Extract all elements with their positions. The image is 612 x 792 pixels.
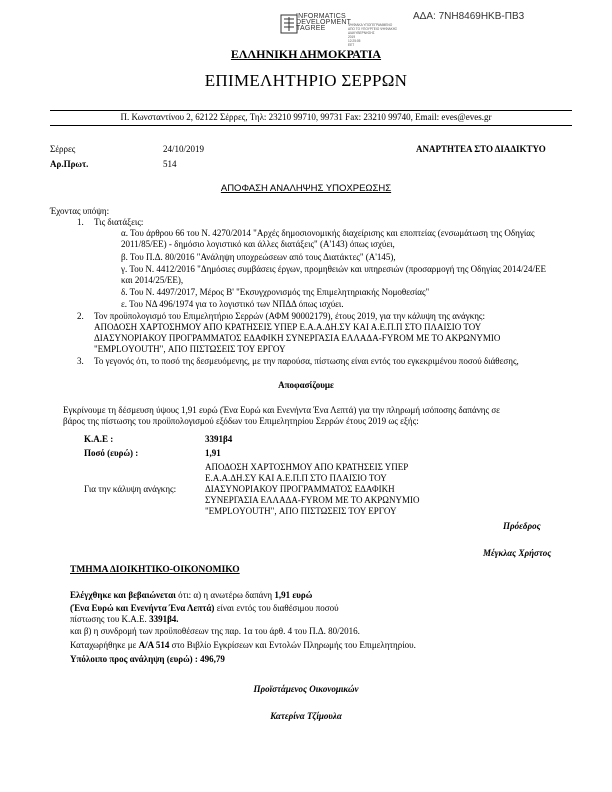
need-label: Για την κάλυψη ανάγκης:: [84, 484, 177, 494]
considering-label: Έχοντας υπόψη:: [50, 206, 110, 216]
registration-text-2: στο Βιβλίο Εγκρίσεων και Εντολών Πληρωμής του Επιμελητηρίου.: [169, 640, 416, 650]
protocol-number: 514: [163, 159, 177, 169]
item-3-text: Το γεγονός ότι, το ποσό της δεσμευόμενης, με την παρούσα, πίστωσης είναι εντός του εγκεκριμένου ποσού διάθεσης,: [94, 356, 519, 366]
item-1b: β. Του Π.Δ. 80/2016 "Ανάληψη υποχρεώσεων από τους Διατάκτες" (Α'145),: [121, 252, 396, 262]
decision-heading: Αποφασίζουμε: [278, 380, 334, 390]
item-2-line3: ΔΙΑΣΥΝΟΡΙΑΚΟΥ ΠΡΟΓΡΑΜΜΑΤΟΣ ΕΔΑΦΙΚΗ ΣΥΝΕΡΓΑΣΙΑ ΕΛΛΑΔΑ-FYROM ΜΕ ΤΟ ΑΚΡΩΝΥΜΙΟ: [94, 333, 501, 343]
verification-line3: [70, 614, 179, 625]
item-1a-line2: 2011/85/ΕΕ) - δημόσιο λογιστικό και άλλες διατάξεις" (Α'143) όπως ισχύει,: [121, 239, 395, 249]
approval-line2: βάρος της πίστωσης του προϋπολογισμού εξόδων του Επιμελητηρίου Σερρών έτους 2019 ως εξής:: [63, 416, 419, 426]
item-2-number: 2.: [77, 311, 84, 321]
header-rule-top: [50, 110, 572, 111]
kae-value: 3391β4: [205, 434, 233, 444]
country-heading: ΕΛΛΗΝΙΚΗ ΔΗΜΟΚΡΑΤΙΑ: [230, 47, 382, 61]
ada-code: ΑΔΑ: 7ΝΗ8469ΗΚΒ-ΠΒ3: [413, 11, 525, 22]
item-2-line4: "EMPLOYOUTH", ΑΠΟ ΠΙΣΤΩΣΕΙΣ ΤΟΥ ΕΡΓΟΥ: [94, 344, 286, 354]
president-title: Πρόεδρος: [503, 521, 541, 531]
item-1-text: Τις διατάξεις:: [94, 217, 144, 227]
protocol-label: Αρ.Πρωτ.: [50, 159, 89, 169]
amount-in-words: (Ένα Ευρώ και Ενενήντα Ένα Λεπτά): [70, 603, 215, 613]
logo-small-6: EET: [348, 43, 355, 47]
posting-note: ΑΝΑΡΤΗΤΕΑ ΣΤΟ ΔΙΑΔΙΚΤΥΟ: [416, 144, 546, 154]
item-1c-line2: και 2014/25/ΕΕ),: [121, 275, 184, 285]
place: Σέρρες: [50, 144, 76, 154]
finance-head-title: Προϊστάμενος Οικονομικών: [253, 684, 359, 694]
verification-line2-text: είναι εντός του διαθέσιμου ποσού: [214, 603, 339, 613]
need-line3: ΔΙΑΣΥΝΟΡΙΑΚΟΥ ΠΡΟΓΡΑΜΜΑΤΟΣ ΕΔΑΦΙΚΗ: [205, 484, 395, 494]
item-2-line1: Τον προϋπολογισμό του Επιμελητήριο Σερρών (ΑΦΜ 90002179), έτους 2019, για την κάλυψη της ανάγκης:: [94, 311, 485, 321]
document-date: 24/10/2019: [163, 144, 205, 154]
logo-line-3: TAGREE: [296, 25, 326, 32]
verification-line1: [70, 590, 312, 601]
verification-line3-text: πίστωσης του Κ.Α.Ε.: [70, 614, 150, 624]
logo-line-1: INFORMATICS: [296, 13, 346, 20]
digital-signature-text: [296, 14, 351, 32]
logo-small-3: ΔΙΑΚΥΒΕΡΝΗΣΗΣ: [348, 31, 375, 35]
registration-text-1: Καταχωρήθηκε με: [70, 640, 139, 650]
logo-line-2: DEVELOPMENT: [296, 19, 352, 26]
item-1a-line1: α. Του άρθρου 66 του Ν. 4270/2014 "Αρχές δημοσιονομικής διαχείρισης και εποπτείας (ενσωμάτωση της Οδηγίας: [121, 228, 535, 238]
item-1e: ε. Του ΝΔ 496/1974 για το λογιστικό των ΝΠΔΔ όπως ισχύει.: [121, 299, 344, 309]
registration-line: [70, 640, 416, 651]
need-line4: ΣΥΝΕΡΓΑΣΙΑ ΕΛΛΑΔΑ-FYROM ΜΕ ΤΟ ΑΚΡΩΝΥΜΙΟ: [205, 495, 420, 505]
verification-line2: [70, 603, 339, 614]
organization-address: Π. Κωνσταντίνου 2, 62122 Σέρρες, Τηλ: 23210 99710, 99731 Fax: 23210 99740, Email: eves@eves.gr: [120, 112, 492, 122]
amount-label: Ποσό (ευρώ) :: [84, 448, 139, 458]
need-line2: Ε.Α.Α.ΔΗ.ΣΥ ΚΑΙ Α.Ε.Π.Π ΣΤΟ ΠΛΑΙΣΙΟ ΤΟΥ: [205, 473, 387, 483]
verification-label: Ελέγχθηκε και βεβαιώνεται: [70, 590, 176, 600]
verification-kae: 3391β4.: [149, 614, 179, 624]
document-title: ΑΠΟΦΑΣΗ ΑΝΑΛΗΨΗΣ ΥΠΟΧΡΕΩΣΗΣ: [220, 183, 392, 194]
finance-department-heading: ΤΜΗΜΑ ΔΙΟΙΚΗΤΙΚΟ-ΟΙΚΟΝΟΜΙΚΟ: [70, 565, 240, 575]
amount-value: 1,91: [205, 448, 221, 458]
item-3-number: 3.: [77, 356, 84, 366]
item-1-number: 1.: [77, 217, 84, 227]
approval-line1: Εγκρίνουμε τη δέσμευση ύψους 1,91 ευρώ (Ένα Ευρώ και Ενενήντα Ένα Λεπτά) για την πληρωμή ισόποσης δαπάνης σε: [63, 405, 500, 415]
remaining-balance: Υπόλοιπο προς ανάληψη (ευρώ) : 496,79: [70, 654, 225, 664]
item-1c-line1: γ. Του Ν. 4412/2016 "Δημόσιες συμβάσεις έργων, προμηθειών και υπηρεσιών (προσαρμογή της Οδηγίας 2014/24/ΕΕ: [121, 264, 547, 274]
item-1d: δ. Του Ν. 4497/2017, Μέρος Β' "Εκσυγχρονισμός της Επιμελητηριακής Νομοθεσίας": [121, 287, 430, 297]
logo-small-5: 12:25:05: [348, 39, 361, 43]
verification-line4: και β) η συνδρομή των προϋποθέσεων της παρ. 1α του άρθ. 4 του Π.Δ. 80/2016.: [70, 626, 360, 636]
need-line5: "EMPLOYOUTH", ΑΠΟ ΠΙΣΤΩΣΕΙΣ ΤΟΥ ΕΡΓΟΥ: [205, 506, 397, 516]
finance-head-name: Κατερίνα Τζίμουλα: [270, 711, 342, 721]
verification-text: ότι: α) η ανωτέρω δαπάνη: [175, 590, 275, 600]
organization-title: ΕΠΙΜΕΛΗΤΗΡΙΟ ΣΕΡΡΩΝ: [204, 71, 408, 90]
president-name: Μέγκλας Χρήστος: [483, 548, 552, 558]
item-2-line2: ΑΠΟΔΟΣΗ ΧΑΡΤΟΣΗΜΟΥ ΑΠΟ ΚΡΑΤΗΣΕΙΣ ΥΠΕΡ Ε.Α.Α.ΔΗ.ΣΥ ΚΑΙ Α.Ε.Π.Π ΣΤΟ ΠΛΑΙΣΙΟ ΤΟΥ: [94, 322, 482, 332]
kae-label: Κ.Α.Ε :: [84, 434, 114, 444]
logo-small-4: 2019: [348, 35, 356, 39]
registration-number: Α/Α 514: [138, 640, 170, 650]
header-rule-bottom: [50, 125, 572, 126]
logo-small-1: ΨΗΦΙΑΚΑ ΥΠΟΓΕΓΡΑΜΜΕΝΟ: [348, 23, 393, 27]
digital-signature-details: [348, 23, 397, 47]
logo-small-2: ΑΠΟ ΤΟ ΥΠΟΥΡΓΕΙΟ ΨΗΦΙΑΚΗΣ: [348, 27, 398, 31]
verification-amount: 1,91 ευρώ: [274, 590, 313, 600]
need-line1: ΑΠΟΔΟΣΗ ΧΑΡΤΟΣΗΜΟΥ ΑΠΟ ΚΡΑΤΗΣΕΙΣ ΥΠΕΡ: [205, 462, 409, 472]
